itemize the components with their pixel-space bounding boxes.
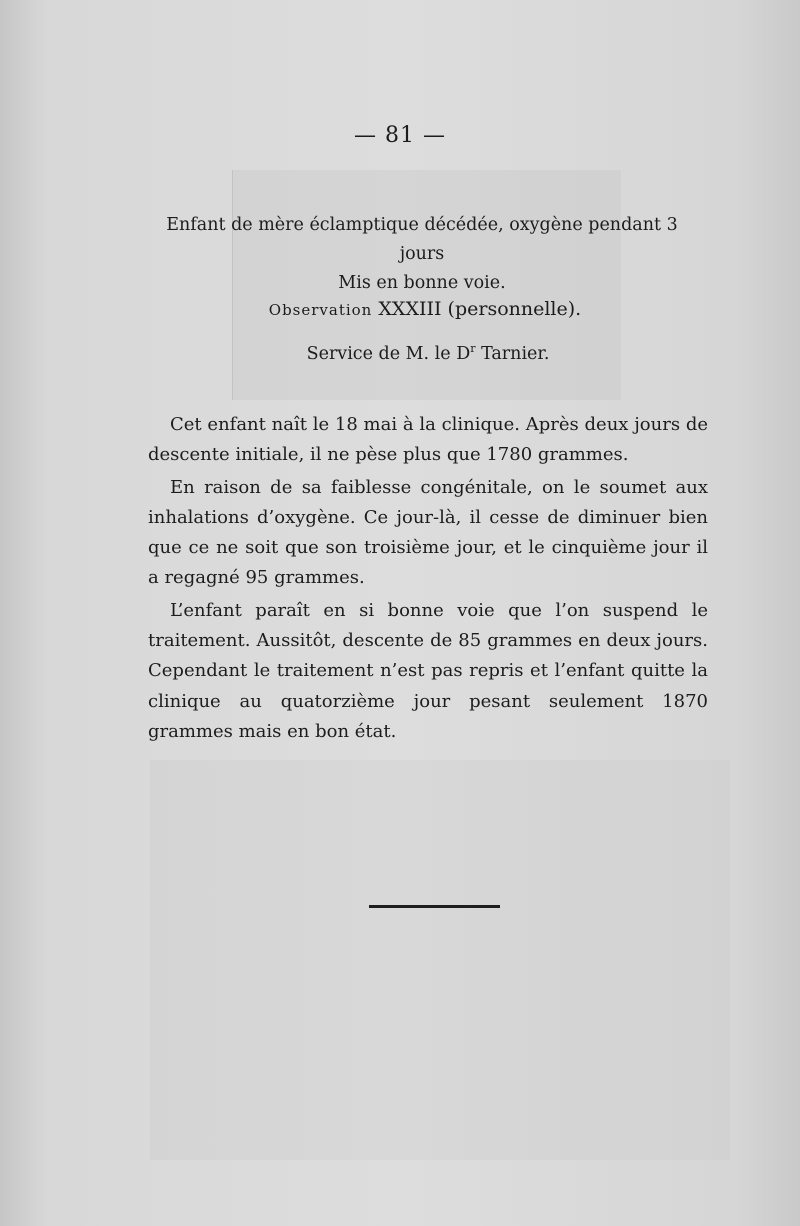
paragraph-3: L’enfant paraît en si bonne voie que l’on suspend le traitement. Aussitôt, descente de 85 grammes en deux jours. Cependant le traitement n’est pas repris et l’enfant quitte la clinique au quatorzième jour pesant seulement 1870 grammes mais en bon état. bbox=[148, 599, 708, 742]
case-heading bbox=[144, 211, 700, 298]
service-text: Service de M. le D bbox=[306, 343, 471, 364]
paragraph-2: En raison de sa faiblesse congénitale, on le soumet aux inhalations d’oxygène. Ce jour-là, il cesse de diminuer bien que ce ne soit que son troisième jour, et le cinquième jour il a regagné 95 grammes. bbox=[148, 476, 708, 589]
case-heading-line-2: Mis en bonne voie. bbox=[338, 273, 506, 293]
observation-title bbox=[0, 298, 800, 320]
observation-body bbox=[148, 410, 708, 749]
service-superscript: r bbox=[470, 342, 476, 355]
paragraph-1: Cet enfant naît le 18 mai à la clinique. Après deux jours de descente initiale, il ne pèse plus que 1780 grammes. bbox=[148, 414, 708, 466]
section-divider bbox=[369, 905, 500, 908]
show-through-text-shadow bbox=[150, 760, 730, 1160]
page-number: — 81 — bbox=[354, 123, 446, 148]
observation-qualifier: (personnelle). bbox=[447, 298, 582, 320]
service-line bbox=[0, 342, 800, 364]
observation-label: Observation bbox=[268, 301, 373, 319]
service-name: Tarnier. bbox=[475, 343, 550, 364]
case-heading-line-1: Enfant de mère éclamptique décédée, oxygène pendant 3 jours bbox=[166, 215, 678, 264]
observation-number: XXXIII bbox=[378, 298, 442, 320]
